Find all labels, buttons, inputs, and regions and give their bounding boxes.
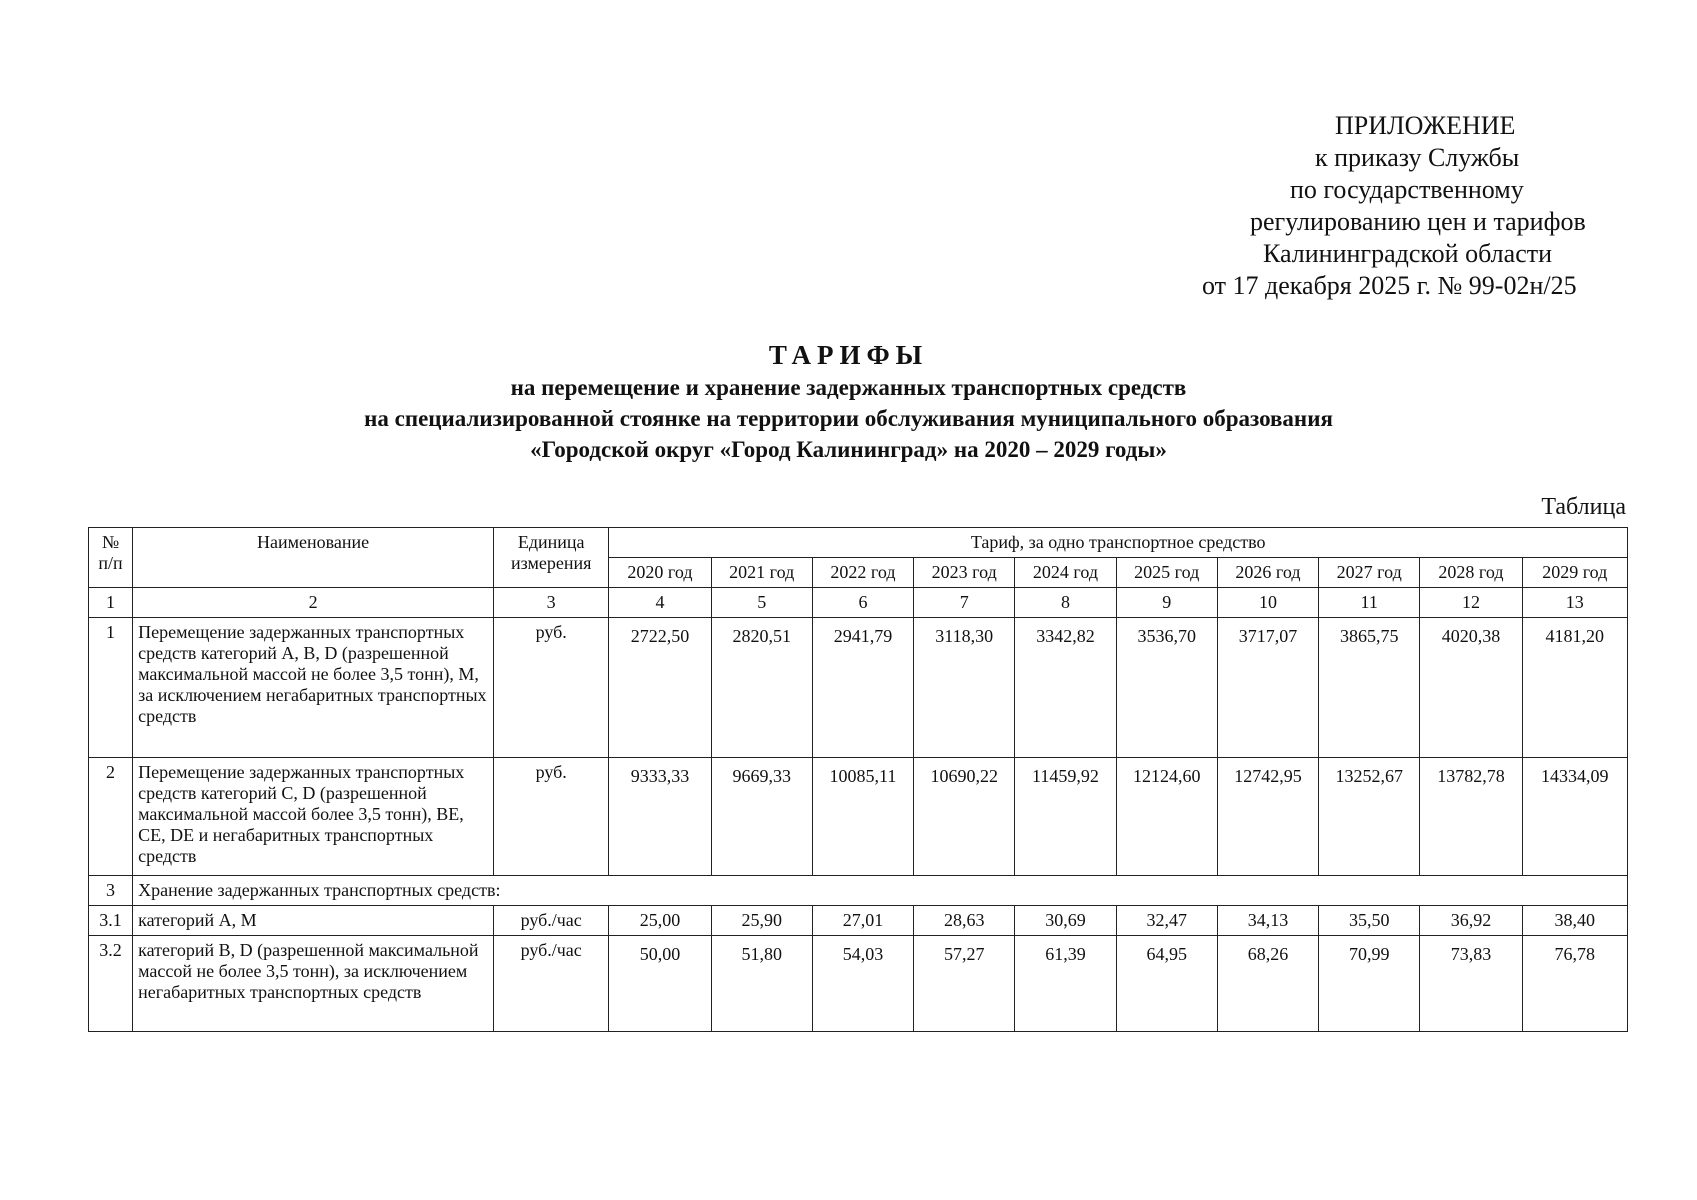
row-num: 2 xyxy=(89,758,133,876)
tariff-value: 3536,70 xyxy=(1116,618,1217,758)
row-num: 3.1 xyxy=(89,906,133,936)
column-number: 7 xyxy=(914,588,1015,618)
tariff-value: 27,01 xyxy=(812,906,913,936)
tariff-value: 9333,33 xyxy=(609,758,711,876)
tariff-value: 12742,95 xyxy=(1217,758,1318,876)
row-unit: руб. xyxy=(494,618,609,758)
column-number: 11 xyxy=(1319,588,1420,618)
tariff-value: 34,13 xyxy=(1217,906,1318,936)
tariff-value: 51,80 xyxy=(711,936,812,1032)
table-row xyxy=(89,936,1628,1032)
table-section-row xyxy=(89,876,1628,906)
tariff-value: 28,63 xyxy=(914,906,1015,936)
section-name: Хранение задержанных транспортных средств: xyxy=(133,876,1628,906)
tariff-value: 3342,82 xyxy=(1015,618,1116,758)
column-number: 1 xyxy=(89,588,133,618)
tariff-value: 9669,33 xyxy=(711,758,812,876)
tariff-value: 64,95 xyxy=(1116,936,1217,1032)
document-title xyxy=(60,338,1637,465)
tariff-value: 3118,30 xyxy=(914,618,1015,758)
table-row xyxy=(89,906,1628,936)
row-name: категорий B, D (разрешенной максимальной массой не более 3,5 тонн), за исключением негабаритных транспортных средств xyxy=(133,936,494,1032)
header-name: Наименование xyxy=(133,528,494,588)
header-year: 2025 год xyxy=(1116,558,1217,588)
tariff-value: 68,26 xyxy=(1217,936,1318,1032)
row-name: Перемещение задержанных транспортных средств категорий A, B, D (разрешенной максимальной массой не более 3,5 тонн), M, за исключением негабаритных транспортных средств xyxy=(133,618,494,758)
tariff-value: 10690,22 xyxy=(914,758,1015,876)
row-name: Перемещение задержанных транспортных средств категорий C, D (разрешенной максимальной массой более 3,5 тонн), BE, CE, DE и негабаритных транспортных средств xyxy=(133,758,494,876)
tariff-value: 36,92 xyxy=(1420,906,1522,936)
tariff-value: 61,39 xyxy=(1015,936,1116,1032)
tariff-value: 12124,60 xyxy=(1116,758,1217,876)
header-year: 2023 год xyxy=(914,558,1015,588)
header-year: 2021 год xyxy=(711,558,812,588)
tariff-value: 2941,79 xyxy=(812,618,913,758)
column-number: 5 xyxy=(711,588,812,618)
row-unit: руб./час xyxy=(494,906,609,936)
column-numbers-row xyxy=(89,588,1628,618)
column-number: 3 xyxy=(494,588,609,618)
column-number: 10 xyxy=(1217,588,1318,618)
tariff-value: 25,90 xyxy=(711,906,812,936)
column-number: 13 xyxy=(1522,588,1627,618)
tariff-value: 13782,78 xyxy=(1420,758,1522,876)
tariff-value: 38,40 xyxy=(1522,906,1627,936)
tariff-value: 73,83 xyxy=(1420,936,1522,1032)
appendix-line: к приказу Службы xyxy=(1315,143,1520,172)
tariff-value: 11459,92 xyxy=(1015,758,1116,876)
tariff-value: 70,99 xyxy=(1319,936,1420,1032)
appendix-block xyxy=(1180,110,1640,302)
header-year: 2022 год xyxy=(812,558,913,588)
table-caption: Таблица xyxy=(1541,494,1626,520)
tariff-value: 76,78 xyxy=(1522,936,1627,1032)
tariff-value: 57,27 xyxy=(914,936,1015,1032)
column-number: 12 xyxy=(1420,588,1522,618)
tariff-value: 14334,09 xyxy=(1522,758,1627,876)
tariff-value: 4181,20 xyxy=(1522,618,1627,758)
tariff-value: 13252,67 xyxy=(1319,758,1420,876)
table-row xyxy=(89,758,1628,876)
tariff-value: 35,50 xyxy=(1319,906,1420,936)
column-number: 9 xyxy=(1116,588,1217,618)
table-header-row xyxy=(89,528,1628,558)
column-number: 2 xyxy=(133,588,494,618)
header-year: 2027 год xyxy=(1319,558,1420,588)
appendix-line: регулированию цен и тарифов xyxy=(1250,207,1586,236)
header-year: 2024 год xyxy=(1015,558,1116,588)
appendix-line: от 17 декабря 2025 г. № 99-02н/25 xyxy=(1202,271,1577,300)
row-num: 1 xyxy=(89,618,133,758)
appendix-line: Калининградской области xyxy=(1263,239,1553,268)
tariff-value: 3865,75 xyxy=(1319,618,1420,758)
appendix-line: ПРИЛОЖЕНИЕ xyxy=(1335,111,1516,140)
row-num: 3.2 xyxy=(89,936,133,1032)
tariff-value: 4020,38 xyxy=(1420,618,1522,758)
tariff-value: 3717,07 xyxy=(1217,618,1318,758)
row-unit: руб./час xyxy=(494,936,609,1032)
table-row xyxy=(89,618,1628,758)
column-number: 4 xyxy=(609,588,711,618)
row-num: 3 xyxy=(89,876,133,906)
title-line-2: на специализированной стоянке на территории обслуживания муниципального образования xyxy=(364,406,1333,431)
column-number: 8 xyxy=(1015,588,1116,618)
header-year: 2026 год xyxy=(1217,558,1318,588)
tariff-value: 50,00 xyxy=(609,936,711,1032)
header-year: 2020 год xyxy=(609,558,711,588)
row-unit: руб. xyxy=(494,758,609,876)
tariffs-table xyxy=(88,527,1628,1032)
tariff-value: 54,03 xyxy=(812,936,913,1032)
tariff-value: 2722,50 xyxy=(609,618,711,758)
tariff-value: 30,69 xyxy=(1015,906,1116,936)
tariff-value: 2820,51 xyxy=(711,618,812,758)
column-number: 6 xyxy=(812,588,913,618)
row-name: категорий A, M xyxy=(133,906,494,936)
tariff-value: 25,00 xyxy=(609,906,711,936)
header-year: 2029 год xyxy=(1522,558,1627,588)
title-line-1: на перемещение и хранение задержанных транспортных средств xyxy=(510,375,1187,400)
header-tariff: Тариф, за одно транспортное средство xyxy=(609,528,1628,558)
title-main: ТАРИФЫ xyxy=(768,340,929,370)
appendix-line: по государственному xyxy=(1290,175,1524,204)
header-unit: Единица измерения xyxy=(494,528,609,588)
header-num: № п/п xyxy=(89,528,133,588)
tariff-value: 10085,11 xyxy=(812,758,913,876)
title-line-3: «Городской округ «Город Калининград» на 2020 – 2029 годы» xyxy=(530,437,1167,462)
tariff-value: 32,47 xyxy=(1116,906,1217,936)
header-year: 2028 год xyxy=(1420,558,1522,588)
